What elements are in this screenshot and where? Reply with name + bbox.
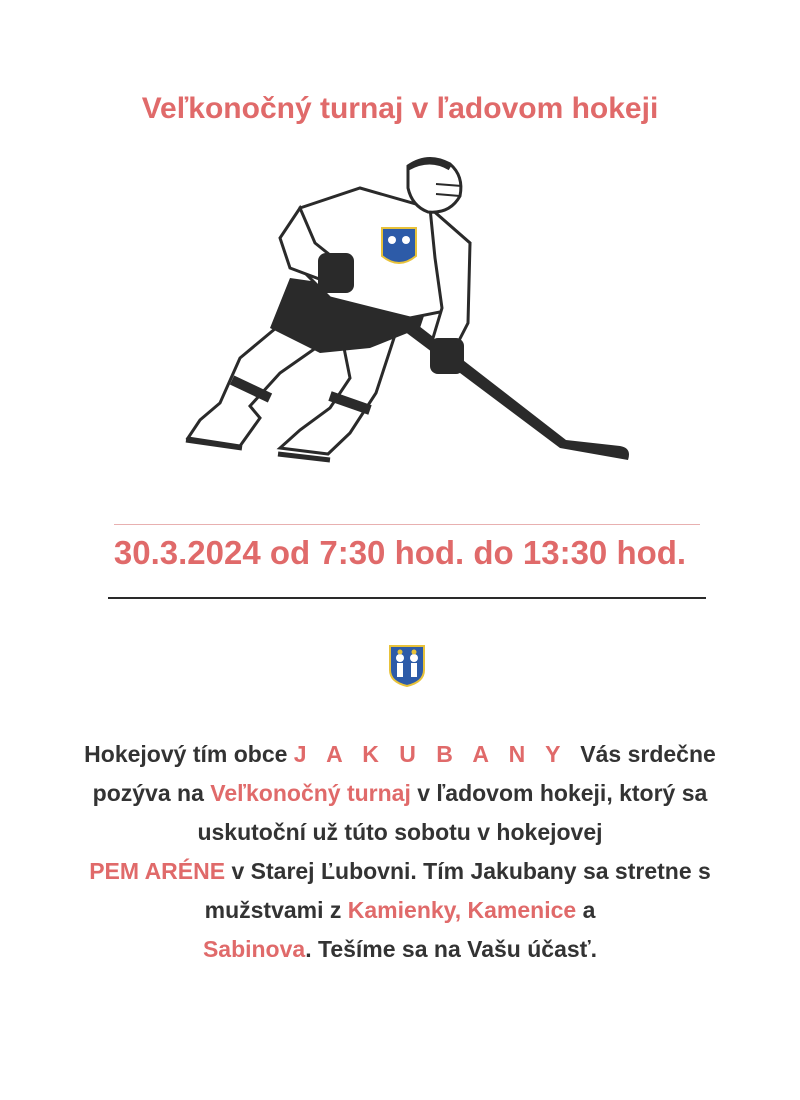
venue-name: PEM ARÉNE — [89, 858, 226, 884]
invitation-part: Vás srdečne pozýva na — [92, 741, 723, 806]
invitation-part: . Tešíme sa na Vašu účasť. — [305, 936, 598, 962]
opponent-teams: Kamienky, Kamenice — [347, 897, 577, 923]
coat-of-arms-icon — [388, 644, 426, 688]
event-name: Veľkonočný turnaj — [210, 780, 411, 806]
divider-bottom — [108, 597, 706, 599]
poster-title: Veľkonočný turnaj v ľadovom hokeji — [141, 92, 659, 125]
opponent-team-sabinov: Sabinova — [202, 936, 306, 962]
invitation-part: v Starej Ľubovni. Tím Jakubany sa stretne s mužstvami z — [204, 858, 711, 923]
team-name-jakubany: J A K U B A N Y — [293, 741, 568, 767]
event-date: 30.3.2024 od 7:30 hod. do 13:30 hod. — [113, 534, 687, 571]
invitation-text — [60, 735, 740, 969]
divider-top — [114, 524, 700, 525]
invitation-part: a — [576, 897, 596, 923]
invitation-part: v ľadovom hokeji, ktorý sa uskutoční už túto sobotu v hokejovej — [197, 780, 708, 845]
hockey-player-icon — [180, 148, 640, 468]
invitation-part: Hokejový tím obce — [84, 741, 294, 767]
